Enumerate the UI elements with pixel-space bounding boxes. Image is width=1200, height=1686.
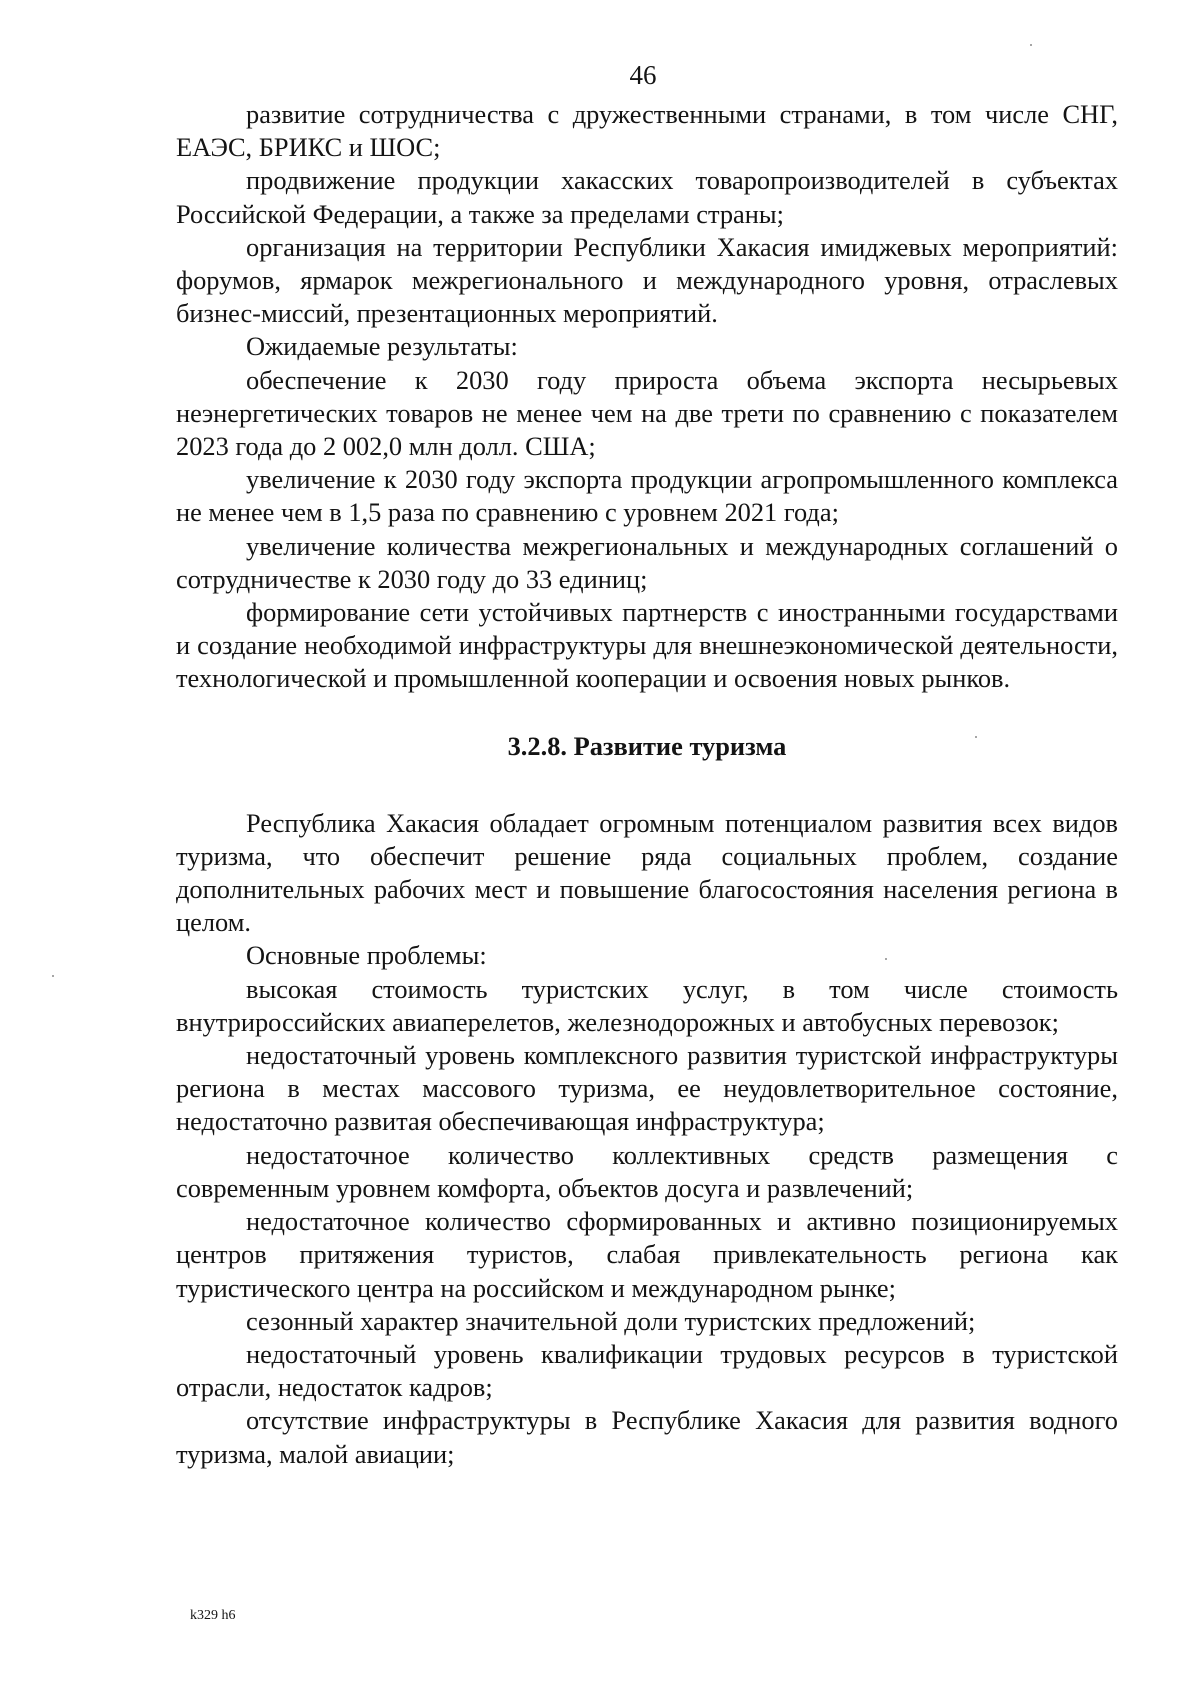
paragraph: высокая стоимость туристских услуг, в том числе стоимость внутрироссийских авиаперелетов, железнодорожных и автобусных перевозок; bbox=[176, 973, 1118, 1037]
paragraph: увеличение количества межрегиональных и международных соглашений о сотрудничестве к 2030 году до 33 единиц; bbox=[176, 530, 1118, 594]
page-body bbox=[176, 98, 1118, 1471]
footer-code: k329 h6 bbox=[190, 1608, 236, 1623]
page-number: 46 bbox=[629, 60, 657, 90]
paragraph: обеспечение к 2030 году прироста объема экспорта несырьевых неэнергетических товаров не менее чем на две трети по сравнению с показателем 2023 года до 2 002,0 млн долл. США; bbox=[176, 364, 1118, 462]
paragraph: отсутствие инфраструктуры в Республике Хакасия для развития водного туризма, малой авиации; bbox=[176, 1405, 1118, 1469]
paragraph: формирование сети устойчивых партнерств с иностранными государствами и создание необходимой инфраструктуры для внешнеэкономической деятельности, технологической и промышленной кооперации и освоения новых рынков. bbox=[176, 597, 1118, 694]
paragraph: недостаточное количество сформированных и активно позиционируемых центров притяжения туристов, слабая привлекательность региона как туристического центра на российском и международном рынке; bbox=[176, 1206, 1118, 1303]
paragraph: недостаточный уровень квалификации трудовых ресурсов в туристской отрасли, недостаток кадров; bbox=[176, 1338, 1118, 1403]
paragraph: организация на территории Республики Хакасия имиджевых мероприятий: форумов, ярмарок межрегионального и международного уровня, отраслевых бизнес-миссий, презентационных мероприятий. bbox=[176, 231, 1118, 329]
paragraph: продвижение продукции хакасских товаропроизводителей в субъектах Российской Федерации, а также за пределами страны; bbox=[176, 165, 1118, 229]
scan-speck bbox=[975, 736, 977, 738]
paragraph: недостаточный уровень комплексного развития туристской инфраструктуры региона в местах массового туризма, ее неудовлетворительное состояние, недостаточно развитая обеспечивающая инфраструктура; bbox=[176, 1040, 1118, 1137]
scan-speck bbox=[1030, 44, 1032, 46]
scan-speck bbox=[885, 958, 887, 960]
scan-speck bbox=[52, 975, 54, 977]
paragraph: развитие сотрудничества с дружественными странами, в том числе СНГ, ЕАЭС, БРИКС и ШОС; bbox=[176, 99, 1118, 163]
paragraph: недостаточное количество коллективных средств размещения с современным уровнем комфорта, объектов досуга и развлечений; bbox=[176, 1139, 1118, 1203]
paragraph: Ожидаемые результаты: bbox=[246, 331, 518, 362]
paragraph: сезонный характер значительной доли туристских предложений; bbox=[246, 1305, 976, 1336]
paragraph: увеличение к 2030 году экспорта продукции агропромышленного комплекса не менее чем в 1,5 раза по сравнению с уровнем 2021 года; bbox=[176, 464, 1118, 528]
paragraph: Республика Хакасия обладает огромным потенциалом развития всех видов туризма, что обеспечит решение ряда социальных проблем, создание дополнительных рабочих мест и повышение благосостояния населения региона в целом. bbox=[176, 807, 1118, 938]
paragraph: Основные проблемы: bbox=[246, 940, 487, 971]
section-heading: 3.2.8. Развитие туризма bbox=[507, 730, 787, 761]
